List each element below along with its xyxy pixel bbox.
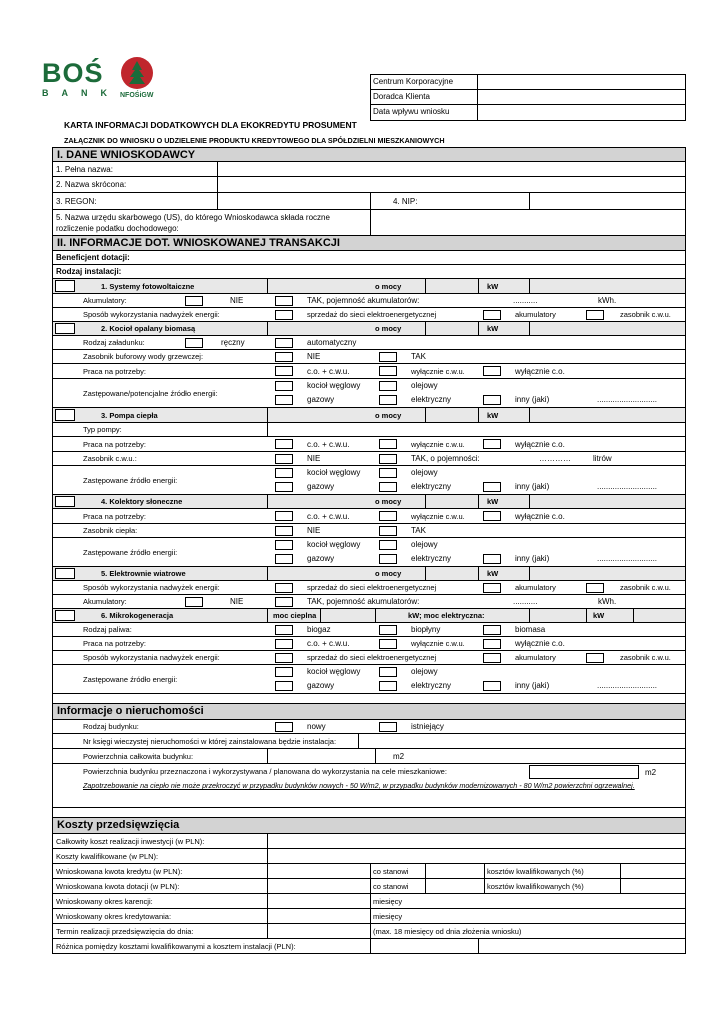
- property-row: [53, 720, 685, 734]
- pompa-zas-tak-checkbox[interactable]: [379, 454, 397, 464]
- field-row: [53, 210, 685, 236]
- pompa-elektryczny: elektryczny: [411, 482, 452, 491]
- pompa-title: 3. Pompa ciepła: [101, 410, 158, 420]
- costs-okres-miesiecy: miesięcy: [373, 911, 403, 921]
- input-short-name[interactable]: [218, 177, 685, 192]
- mikro-row: [53, 623, 685, 637]
- property-pow-calk-label: Powierzchnia całkowita budynku:: [83, 751, 194, 761]
- costs-row: [53, 939, 685, 954]
- kolektory-zas-nie-checkbox[interactable]: [275, 526, 293, 536]
- document-title: KARTA INFORMACJI DODATKOWYCH DLA EKOKREDYTU PROSUMENT: [64, 120, 357, 130]
- mikro-row: [53, 665, 685, 694]
- pompa-zas-tak: TAK, o pojemności:: [411, 454, 480, 463]
- mikro-row: [53, 651, 685, 665]
- kolektory-co-cwu-checkbox[interactable]: [275, 511, 293, 521]
- kociol-checkbox[interactable]: [55, 323, 75, 334]
- mikro-sposob-label: Sposób wykorzystania nadwyżek energii:: [83, 653, 220, 662]
- mikro-co: wyłącznie c.o.: [515, 639, 565, 648]
- pompa-row: [53, 423, 685, 437]
- mikro-sprzedaz: sprzedaż do sieci elektroenergetycznej: [307, 653, 437, 662]
- property-pow-calk-m2: m2: [393, 751, 405, 761]
- field-row: [53, 251, 685, 265]
- install-wiatr-header: [53, 567, 685, 581]
- pv-row: [53, 308, 685, 322]
- pv-title: 1. Systemy fotowoltaiczne: [101, 281, 195, 291]
- install-mikro-header: [53, 609, 685, 623]
- label-short-name: 2. Nazwa skrócona:: [56, 180, 127, 189]
- kociol-elektryczny: elektryczny: [411, 395, 452, 404]
- kociol-co-cwu-checkbox[interactable]: [275, 366, 293, 376]
- kociol-zast-label: Zastępowane/potencjalne źródło energii:: [83, 388, 218, 398]
- pompa-typ-label: Typ pompy:: [83, 425, 122, 434]
- meta-value-doradca[interactable]: [478, 90, 685, 104]
- kociol-inny: inny (jaki): [515, 395, 550, 404]
- pompa-zas-dots: …………: [539, 454, 571, 463]
- kolektory-elektryczny-checkbox[interactable]: [379, 554, 397, 564]
- pv-kw-label: kW: [487, 281, 499, 291]
- kolektory-elektryczny: elektryczny: [411, 554, 452, 563]
- pv-akum: akumulatory: [515, 310, 556, 319]
- mikro-moc-cieplna: moc cieplna: [273, 611, 317, 620]
- costs-roznica-label: Różnica pomiędzy kosztami kwalifikowanymi a kosztem instalacji (PLN):: [56, 941, 296, 951]
- kociol-bufor-nie-checkbox[interactable]: [275, 352, 293, 362]
- kolektory-cwu-checkbox[interactable]: [379, 511, 397, 521]
- property-header: Informacje o nieruchomości: [53, 704, 685, 720]
- field-row: [53, 162, 685, 177]
- section-1-header: I. DANE WNIOSKODAWCY: [53, 147, 685, 162]
- pompa-olejowy-checkbox[interactable]: [379, 468, 397, 478]
- pv-row: [53, 294, 685, 308]
- pv-power-label: o mocy: [375, 281, 402, 291]
- kociol-auto: automatyczny: [307, 338, 357, 347]
- mikro-olejowy-checkbox[interactable]: [379, 667, 397, 677]
- kociol-cwu: wyłącznie c.w.u.: [411, 366, 465, 376]
- costs-row: [53, 879, 685, 894]
- kociol-row: [53, 364, 685, 379]
- costs-termin-max: (max. 18 miesięcy od dnia złożenia wniosku): [373, 926, 522, 936]
- wiatr-sprzedaz: sprzedaż do sieci elektroenergetycznej: [307, 583, 437, 592]
- costs-okres-label: Wnioskowany okres kredytowania:: [56, 911, 172, 921]
- wiatr-akum-dots: ...........: [513, 597, 538, 606]
- pv-zasobnik: zasobnik c.w.u.: [620, 310, 671, 319]
- kociol-reczny-checkbox[interactable]: [185, 338, 203, 348]
- property-row: [53, 749, 685, 764]
- pv-akum-nie-checkbox[interactable]: [185, 296, 203, 306]
- mikro-weglowy-checkbox[interactable]: [275, 667, 293, 677]
- nfosigw-emblem-icon: [120, 56, 154, 90]
- costs-dotacja-kosztow: kosztów kwalifikowanych (%): [487, 881, 584, 891]
- kolektory-weglowy-checkbox[interactable]: [275, 540, 293, 550]
- mikro-biogaz: biogaz: [307, 625, 331, 634]
- mikro-inny-dots: ...........................: [597, 681, 658, 690]
- install-pv-header: [53, 279, 685, 294]
- mikro-zasobnik: zasobnik c.w.u.: [620, 653, 671, 662]
- kociol-olejowy-checkbox[interactable]: [379, 381, 397, 391]
- application-form: [52, 147, 686, 954]
- pompa-inny-dots: ...........................: [597, 482, 658, 491]
- pompa-weglowy: kocioł węglowy: [307, 468, 361, 477]
- costs-kwal-label: Koszty kwalifikowane (w PLN):: [56, 851, 159, 861]
- kolektory-zas-tak-checkbox[interactable]: [379, 526, 397, 536]
- pompa-weglowy-checkbox[interactable]: [275, 468, 293, 478]
- mikro-inny-checkbox[interactable]: [483, 681, 501, 691]
- section-2-header: II. INFORMACJE DOT. WNIOSKOWANEJ TRANSAKCJI: [53, 236, 685, 251]
- mikro-bioplyny: biopłyny: [411, 625, 441, 634]
- kolektory-olejowy-checkbox[interactable]: [379, 540, 397, 550]
- mikro-akum-checkbox[interactable]: [483, 653, 501, 663]
- mikro-paliwo-label: Rodzaj paliwa:: [83, 625, 132, 634]
- property-pow-mieszk-m2: m2: [645, 768, 657, 777]
- kolektory-checkbox[interactable]: [55, 496, 75, 507]
- costs-total-label: Całkowity koszt realizacji inwestycji (w PLN):: [56, 836, 205, 846]
- office-use-box: [370, 74, 686, 121]
- pv-checkbox[interactable]: [55, 280, 75, 292]
- kolektory-zas-tak: TAK: [411, 526, 426, 535]
- costs-karencja-miesiecy: miesięcy: [373, 896, 403, 906]
- pompa-gazowy-checkbox[interactable]: [275, 482, 293, 492]
- kolektory-gazowy-checkbox[interactable]: [275, 554, 293, 564]
- pompa-power-label: o mocy: [375, 410, 402, 420]
- wiatr-akum-tak: TAK, pojemność akumulatorów:: [307, 597, 420, 606]
- pompa-kw-label: kW: [487, 410, 499, 420]
- property-istniejacy: istniejący: [411, 722, 444, 731]
- wiatr-zasobnik-checkbox[interactable]: [586, 583, 604, 593]
- mikro-sprzedaz-checkbox[interactable]: [275, 653, 293, 663]
- property-pow-mieszk-input[interactable]: [529, 765, 639, 779]
- pompa-olejowy: olejowy: [411, 468, 438, 477]
- kociol-gazowy-checkbox[interactable]: [275, 395, 293, 405]
- meta-value-data[interactable]: [478, 105, 685, 120]
- costs-dotacja-co-stanowi: co stanowi: [373, 881, 409, 891]
- kociol-power-label: o mocy: [375, 324, 402, 333]
- meta-row: [371, 105, 685, 120]
- kociol-co-checkbox[interactable]: [483, 366, 501, 376]
- document-subtitle: ZAŁĄCZNIK DO WNIOSKU O UDZIELENIE PRODUKTU KREDYTOWEGO DLA SPÓŁDZIELNI MIESZKANIOWYCH: [64, 136, 445, 145]
- pompa-elektryczny-checkbox[interactable]: [379, 482, 397, 492]
- wiatr-row: [53, 581, 685, 595]
- label-regon: 3. REGON:: [56, 196, 97, 206]
- mikro-elektryczny-checkbox[interactable]: [379, 681, 397, 691]
- property-uwaga: Zapotrzebowanie na ciepło nie może przekroczyć w przypadku budynków nowych - 50 W/m2, w przypadku budynków modernizowanych - 80 W/m2 powierzchni ogrzewalnej.: [83, 781, 635, 790]
- kociol-weglowy-checkbox[interactable]: [275, 381, 293, 391]
- mikro-akum: akumulatory: [515, 653, 556, 662]
- kociol-bufor-tak-checkbox[interactable]: [379, 352, 397, 362]
- kolektory-co-checkbox[interactable]: [483, 511, 501, 521]
- kociol-bufor-nie: NIE: [307, 352, 321, 361]
- meta-row: [371, 75, 685, 90]
- pompa-zas-nie: NIE: [307, 454, 321, 463]
- kociol-bufor-label: Zasobnik buforowy wody grzewczej:: [83, 352, 204, 361]
- pompa-gazowy: gazowy: [307, 482, 335, 491]
- bank-logo: [40, 56, 170, 104]
- pompa-litrow: litrów: [593, 454, 612, 463]
- mikro-moc-el: kW; moc elektryczna:: [408, 611, 485, 620]
- meta-row: [371, 90, 685, 105]
- kociol-title: 2. Kocioł opalany biomasą: [101, 324, 196, 333]
- meta-value-centrum[interactable]: [478, 75, 685, 89]
- label-full-name: 1. Pełna nazwa:: [56, 164, 113, 174]
- install-kociol-header: [53, 322, 685, 336]
- wiatr-akum-checkbox[interactable]: [483, 583, 501, 593]
- pv-akum-checkbox[interactable]: [483, 310, 501, 320]
- kolektory-gazowy: gazowy: [307, 554, 335, 563]
- property-row: [53, 764, 685, 808]
- pv-sprzedaz-checkbox[interactable]: [275, 310, 293, 320]
- label-tax-office-line1: 5. Nazwa urzędu skarbowego (US), do którego Wnioskodawca składa roczne: [56, 213, 330, 222]
- meta-label-doradca: Doradca Klienta: [371, 90, 478, 104]
- kolektory-title: 4. Kolektory słoneczne: [101, 497, 183, 506]
- wiatr-akum-tak-checkbox[interactable]: [275, 597, 293, 607]
- kolektory-inny-checkbox[interactable]: [483, 554, 501, 564]
- pv-zasobnik-checkbox[interactable]: [586, 310, 604, 320]
- pompa-cwu: wyłącznie c.w.u.: [411, 439, 465, 449]
- pompa-inny: inny (jaki): [515, 482, 550, 491]
- costs-row: [53, 909, 685, 924]
- property-row: [53, 734, 685, 749]
- label-tax-office: [56, 212, 330, 234]
- kolektory-praca-label: Praca na potrzeby:: [83, 511, 146, 521]
- mikro-co-cwu-checkbox[interactable]: [275, 639, 293, 649]
- mikro-kw: kW: [593, 611, 605, 620]
- pompa-praca-label: Praca na potrzeby:: [83, 439, 146, 449]
- mikro-olejowy: olejowy: [411, 667, 438, 676]
- wiatr-akum: akumulatory: [515, 583, 556, 592]
- wiatr-akum-nie: NIE: [230, 597, 244, 606]
- costs-row: [53, 864, 685, 879]
- pv-sposob-label: Sposób wykorzystania nadwyżek energii:: [83, 310, 220, 319]
- kolektory-row: [53, 538, 685, 567]
- pompa-zast-label: Zastępowane źródło energii:: [83, 475, 178, 485]
- costs-kwal-input[interactable]: [268, 849, 685, 863]
- pompa-co-checkbox[interactable]: [483, 439, 501, 449]
- spacer-row: [53, 694, 685, 704]
- kolektory-power-label: o mocy: [375, 497, 402, 506]
- wiatr-akum-nie-checkbox[interactable]: [185, 597, 203, 607]
- mikro-biomasa-checkbox[interactable]: [483, 625, 501, 635]
- mikro-co-checkbox[interactable]: [483, 639, 501, 649]
- pompa-co: wyłącznie c.o.: [515, 439, 565, 449]
- mikro-bioplyny-checkbox[interactable]: [379, 625, 397, 635]
- pompa-zas-nie-checkbox[interactable]: [275, 454, 293, 464]
- mikro-cwu: wyłącznie c.w.u.: [411, 639, 465, 648]
- wiatr-sposob-label: Sposób wykorzystania nadwyżek energii:: [83, 583, 220, 592]
- costs-row: [53, 924, 685, 939]
- kolektory-co-cwu: c.o. + c.w.u.: [307, 511, 350, 521]
- label-tax-office-line2: rozliczenie podatku dochodowego:: [56, 224, 179, 233]
- wiatr-akumulatory-label: Akumulatory:: [83, 597, 127, 606]
- kociol-row: [53, 350, 685, 364]
- mikro-elektryczny: elektryczny: [411, 681, 452, 690]
- kolektory-inny-dots: ...........................: [597, 554, 658, 563]
- costs-row: [53, 849, 685, 864]
- logo-bank-text: BANK: [42, 88, 120, 98]
- costs-kredyt-kosztow: kosztów kwalifikowanych (%): [487, 866, 584, 876]
- install-kolektory-header: [53, 495, 685, 509]
- kociol-rodzaj-label: Rodzaj załadunku:: [83, 338, 145, 347]
- pv-akum-tak-checkbox[interactable]: [275, 296, 293, 306]
- mikro-biomasa: biomasa: [515, 625, 546, 634]
- kolektory-zasobnik-label: Zasobnik ciepła:: [83, 526, 138, 535]
- costs-kredyt-co-stanowi: co stanowi: [373, 866, 409, 876]
- mikro-gazowy-checkbox[interactable]: [275, 681, 293, 691]
- wiatr-sprzedaz-checkbox[interactable]: [275, 583, 293, 593]
- field-row: [53, 177, 685, 193]
- kolektory-cwu: wyłącznie c.w.u.: [411, 511, 465, 521]
- kolektory-zas-nie: NIE: [307, 526, 321, 535]
- label-beneficjent: Beneficjent dotacji:: [56, 253, 130, 262]
- input-full-name[interactable]: [218, 162, 685, 176]
- kolektory-zast-label: Zastępowane źródło energii:: [83, 547, 178, 557]
- kociol-row: [53, 336, 685, 350]
- kolektory-weglowy: kocioł węglowy: [307, 540, 361, 549]
- mikro-zast-label: Zastępowane źródło energii:: [83, 674, 178, 684]
- property-nowy: nowy: [307, 722, 326, 731]
- costs-termin-label: Termin realizacji przedsięwzięcia do dnia:: [56, 926, 194, 936]
- mikro-biogaz-checkbox[interactable]: [275, 625, 293, 635]
- wiatr-checkbox[interactable]: [55, 568, 75, 579]
- label-rodzaj-instalacji: Rodzaj instalacji:: [56, 267, 122, 276]
- pv-akumulatory-label: Akumulatory:: [83, 296, 127, 305]
- property-pow-mieszk-label: Powierzchnia budynku przeznaczona i wykorzystywana / planowana do wykorzystania na cele mieszkaniowe:: [83, 767, 447, 776]
- mikro-zasobnik-checkbox[interactable]: [586, 653, 604, 663]
- label-nip: 4. NIP:: [393, 196, 418, 206]
- kolektory-olejowy: olejowy: [411, 540, 438, 549]
- kociol-elektryczny-checkbox[interactable]: [379, 395, 397, 405]
- kociol-inny-dots: ...........................: [597, 395, 658, 404]
- mikro-checkbox[interactable]: [55, 610, 75, 621]
- costs-total-input[interactable]: [268, 834, 685, 848]
- kolektory-inny: inny (jaki): [515, 554, 550, 563]
- pompa-inny-checkbox[interactable]: [483, 482, 501, 492]
- pompa-row: [53, 437, 685, 452]
- wiatr-power-label: o mocy: [375, 569, 402, 578]
- property-istniejacy-checkbox[interactable]: [379, 722, 397, 732]
- kolektory-row: [53, 509, 685, 524]
- property-nowy-checkbox[interactable]: [275, 722, 293, 732]
- kociol-praca-label: Praca na potrzeby:: [83, 366, 146, 376]
- mikro-weglowy: kocioł węglowy: [307, 667, 361, 676]
- field-row: [53, 193, 685, 210]
- pompa-row: [53, 466, 685, 495]
- costs-karencja-label: Wnioskowany okres karencji:: [56, 896, 153, 906]
- meta-label-data: Data wpływu wniosku: [371, 105, 478, 120]
- logo-nfos-text: NFOŚiGW: [120, 92, 154, 99]
- kociol-bufor-tak: TAK: [411, 352, 426, 361]
- mikro-praca-label: Praca na potrzeby:: [83, 639, 146, 648]
- pv-akum-tak: TAK, pojemność akumulatorów:: [307, 296, 420, 305]
- kociol-auto-checkbox[interactable]: [275, 338, 293, 348]
- mikro-gazowy: gazowy: [307, 681, 335, 690]
- pv-kwh: kWh.: [598, 296, 617, 305]
- wiatr-kw-label: kW: [487, 569, 499, 578]
- property-rodzaj-label: Rodzaj budynku:: [83, 722, 139, 731]
- kolektory-row: [53, 524, 685, 538]
- property-ksiega-label: Nr księgi wieczystej nieruchomości w której zainstalowana będzie instalacja:: [83, 736, 337, 746]
- kociol-co-cwu: c.o. + c.w.u.: [307, 366, 350, 376]
- mikro-co-cwu: c.o. + c.w.u.: [307, 639, 350, 648]
- wiatr-row: [53, 595, 685, 609]
- spacer-row: [53, 808, 685, 818]
- pompa-zasobnik-label: Zasobnik c.w.u.:: [83, 454, 137, 463]
- install-pompa-header: [53, 408, 685, 423]
- pompa-checkbox[interactable]: [55, 409, 75, 421]
- pv-akum-nie: NIE: [230, 296, 244, 305]
- mikro-inny: inny (jaki): [515, 681, 550, 690]
- kociol-reczny: ręczny: [221, 338, 245, 347]
- kociol-cwu-checkbox[interactable]: [379, 366, 397, 376]
- kolektory-kw-label: kW: [487, 497, 499, 506]
- costs-header: Koszty przedsięwzięcia: [53, 818, 685, 834]
- kociol-inny-checkbox[interactable]: [483, 395, 501, 405]
- pompa-row: [53, 452, 685, 466]
- meta-label-centrum: Centrum Korporacyjne: [371, 75, 478, 89]
- wiatr-kwh: kWh.: [598, 597, 617, 606]
- kociol-kw-label: kW: [487, 324, 499, 333]
- costs-row: [53, 834, 685, 849]
- kociol-olejowy: olejowy: [411, 381, 438, 390]
- mikro-row: [53, 637, 685, 651]
- pompa-co-cwu-checkbox[interactable]: [275, 439, 293, 449]
- pv-akum-dots: ...........: [513, 296, 538, 305]
- kociol-co: wyłącznie c.o.: [515, 366, 565, 376]
- pompa-co-cwu: c.o. + c.w.u.: [307, 439, 350, 449]
- field-row: [53, 265, 685, 279]
- costs-row: [53, 894, 685, 909]
- pv-sprzedaz: sprzedaż do sieci elektroenergetycznej: [307, 310, 437, 319]
- kociol-row: [53, 379, 685, 408]
- kolektory-co: wyłącznie c.o.: [515, 511, 565, 521]
- kociol-gazowy: gazowy: [307, 395, 335, 404]
- costs-kredyt-label: Wnioskowana kwota kredytu (w PLN):: [56, 866, 183, 876]
- wiatr-title: 5. Elektrownie wiatrowe: [101, 569, 186, 578]
- pompa-cwu-checkbox[interactable]: [379, 439, 397, 449]
- costs-dotacja-label: Wnioskowana kwota dotacji (w PLN):: [56, 881, 180, 891]
- wiatr-zasobnik: zasobnik c.w.u.: [620, 583, 671, 592]
- kociol-weglowy: kocioł węglowy: [307, 381, 361, 390]
- logo-bos-text: BOŚ: [42, 58, 104, 88]
- mikro-cwu-checkbox[interactable]: [379, 639, 397, 649]
- mikro-title: 6. Mikrokogeneracja: [101, 611, 174, 620]
